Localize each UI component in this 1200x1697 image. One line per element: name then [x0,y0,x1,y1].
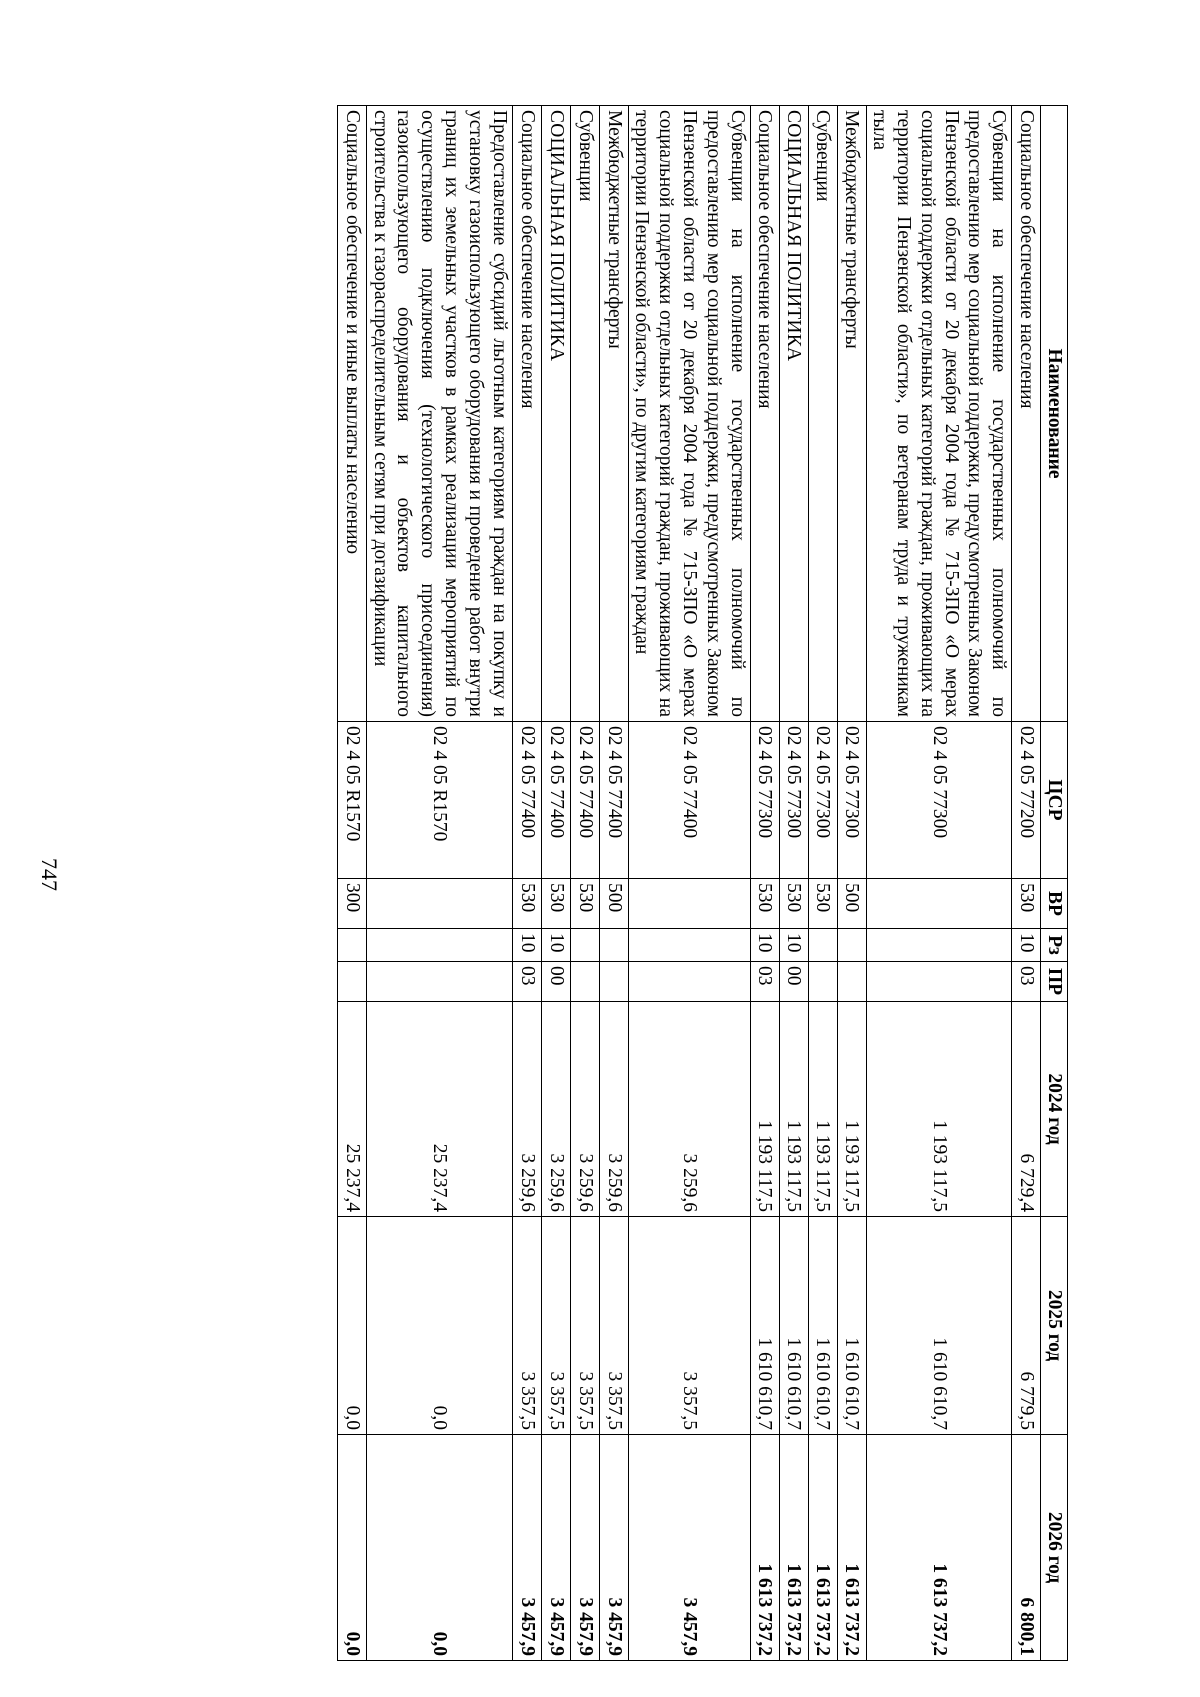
row-2026: 3 457,9 [512,1435,541,1661]
table-row [866,106,1012,1661]
row-vr: 530 [1012,879,1041,929]
row-rz: 10 [779,929,808,962]
row-rz [837,929,866,962]
row-pr: 03 [1012,962,1041,1002]
row-pr [866,962,1012,1002]
row-pr [837,962,866,1002]
table-row [599,106,628,1661]
row-rz: 10 [541,929,570,962]
row-vr: 500 [599,879,628,929]
row-2026: 1 613 737,2 [750,1435,779,1661]
row-rz [366,929,512,962]
table-row [750,106,779,1661]
row-2024: 1 193 117,5 [779,1002,808,1217]
row-name: Субвенции [570,106,599,722]
row-vr: 500 [837,879,866,929]
row-2026: 1 613 737,2 [866,1435,1012,1661]
row-2025: 0,0 [337,1217,366,1435]
row-vr [866,879,1012,929]
row-csr: 02 4 05 R1570 [366,722,512,879]
row-rz: 10 [750,929,779,962]
row-csr: 02 4 05 77400 [628,722,750,879]
table-row [837,106,866,1661]
row-rz [337,929,366,962]
table-row [1012,106,1041,1661]
row-pr [628,962,750,1002]
header-2025: 2025 год [1041,1217,1068,1435]
row-2024: 3 259,6 [628,1002,750,1217]
row-csr: 02 4 05 77300 [837,722,866,879]
row-2024: 25 237,4 [366,1002,512,1217]
row-2024: 3 259,6 [599,1002,628,1217]
row-name: Предоставление субсидий льготным категориям граждан на покупку и установку газоиспользующего оборудования и проведение работ внутри границ их земельных участков в рамках реализации мероприятий по осуществлению подключения (технологического присоединения) газоиспользующего оборудования и объектов капитального строительства к газораспределительным сетям при догазификации [366,106,512,722]
row-pr [808,962,837,1002]
row-name: Субвенции на исполнение государственных полномочий по предоставлению мер социальной поддержки, предусмотренных Законом Пензенской области от 20 декабря 2004 года № 715-ЗПО «О мерах социальной поддержки отдельных категорий граждан, проживающих на территории Пензенской области», по ветеранам труда и труженикам тыла [866,106,1012,722]
row-2024: 3 259,6 [541,1002,570,1217]
row-2025: 3 357,5 [599,1217,628,1435]
row-csr: 02 4 05 R1570 [337,722,366,879]
row-pr [570,962,599,1002]
row-2026: 6 800,1 [1012,1435,1041,1661]
row-vr [366,879,512,929]
row-name: Социальное обеспечение и иные выплаты населению [337,106,366,722]
row-2026: 0,0 [366,1435,512,1661]
row-rz: 10 [1012,929,1041,962]
table-row [779,106,808,1661]
row-vr: 530 [808,879,837,929]
row-2025: 1 610 610,7 [779,1217,808,1435]
row-name: СОЦИАЛЬНАЯ ПОЛИТИКА [541,106,570,722]
row-pr: 00 [541,962,570,1002]
row-2025: 3 357,5 [541,1217,570,1435]
row-2024: 25 237,4 [337,1002,366,1217]
row-csr: 02 4 05 77300 [808,722,837,879]
row-vr: 530 [779,879,808,929]
table-row [541,106,570,1661]
row-name: Социальное обеспечение населения [1012,106,1041,722]
row-name: Социальное обеспечение населения [512,106,541,722]
table-row [366,106,512,1661]
row-name: Социальное обеспечение населения [750,106,779,722]
row-rz [866,929,1012,962]
row-csr: 02 4 05 77400 [599,722,628,879]
row-name: Межбюджетные трансферты [599,106,628,722]
table-row [808,106,837,1661]
row-vr [628,879,750,929]
row-name: Субвенции [808,106,837,722]
row-2026: 3 457,9 [628,1435,750,1661]
row-vr: 530 [541,879,570,929]
table-row [512,106,541,1661]
row-name: СОЦИАЛЬНАЯ ПОЛИТИКА [779,106,808,722]
row-rz [808,929,837,962]
row-rz [599,929,628,962]
row-rz: 10 [512,929,541,962]
page-number: 747 [37,858,62,891]
row-vr: 300 [337,879,366,929]
row-2024: 1 193 117,5 [837,1002,866,1217]
row-csr: 02 4 05 77400 [541,722,570,879]
row-2025: 1 610 610,7 [837,1217,866,1435]
header-2026: 2026 год [1041,1435,1068,1661]
row-rz [628,929,750,962]
row-2024: 1 193 117,5 [808,1002,837,1217]
row-2025: 3 357,5 [570,1217,599,1435]
row-2024: 3 259,6 [512,1002,541,1217]
row-pr [599,962,628,1002]
row-2025: 1 610 610,7 [866,1217,1012,1435]
header-csr: ЦСР [1041,722,1068,879]
row-csr: 02 4 05 77400 [512,722,541,879]
row-pr [366,962,512,1002]
row-2025: 3 357,5 [628,1217,750,1435]
row-2025: 6 779,5 [1012,1217,1041,1435]
row-2025: 3 357,5 [512,1217,541,1435]
row-2026: 3 457,9 [599,1435,628,1661]
row-pr: 03 [512,962,541,1002]
budget-table [337,105,1068,1661]
row-2026: 1 613 737,2 [779,1435,808,1661]
row-vr: 530 [750,879,779,929]
row-csr: 02 4 05 77300 [750,722,779,879]
table-row [570,106,599,1661]
row-2024: 6 729,4 [1012,1002,1041,1217]
row-pr: 03 [750,962,779,1002]
row-csr: 02 4 05 77300 [866,722,1012,879]
row-2024: 3 259,6 [570,1002,599,1217]
row-2026: 3 457,9 [570,1435,599,1661]
row-2026: 1 613 737,2 [808,1435,837,1661]
row-rz [570,929,599,962]
header-2024: 2024 год [1041,1002,1068,1217]
row-csr: 02 4 05 77200 [1012,722,1041,879]
row-name: Субвенции на исполнение государственных полномочий по предоставлению мер социальной поддержки, предусмотренных Законом Пензенской области от 20 декабря 2004 года № 715-ЗПО «О мерах социальной поддержки отдельных категорий граждан, проживающих на территории Пензенской области», по другим категориям граждан [628,106,750,722]
row-2026: 3 457,9 [541,1435,570,1661]
row-2025: 1 610 610,7 [750,1217,779,1435]
row-2025: 0,0 [366,1217,512,1435]
table-row [337,106,366,1661]
header-rz: Рз [1041,929,1068,962]
row-csr: 02 4 05 77300 [779,722,808,879]
row-vr: 530 [512,879,541,929]
header-row [1041,106,1068,1661]
row-2024: 1 193 117,5 [750,1002,779,1217]
budget-table-rotated [337,105,1068,1660]
row-2024: 1 193 117,5 [866,1002,1012,1217]
row-2026: 0,0 [337,1435,366,1661]
row-pr: 00 [779,962,808,1002]
row-csr: 02 4 05 77400 [570,722,599,879]
row-name: Межбюджетные трансферты [837,106,866,722]
table-row [628,106,750,1661]
row-2026: 1 613 737,2 [837,1435,866,1661]
header-pr: ПР [1041,962,1068,1002]
row-2025: 1 610 610,7 [808,1217,837,1435]
row-vr: 530 [570,879,599,929]
header-name: Наименование [1041,106,1068,722]
header-vr: ВР [1041,879,1068,929]
row-pr [337,962,366,1002]
